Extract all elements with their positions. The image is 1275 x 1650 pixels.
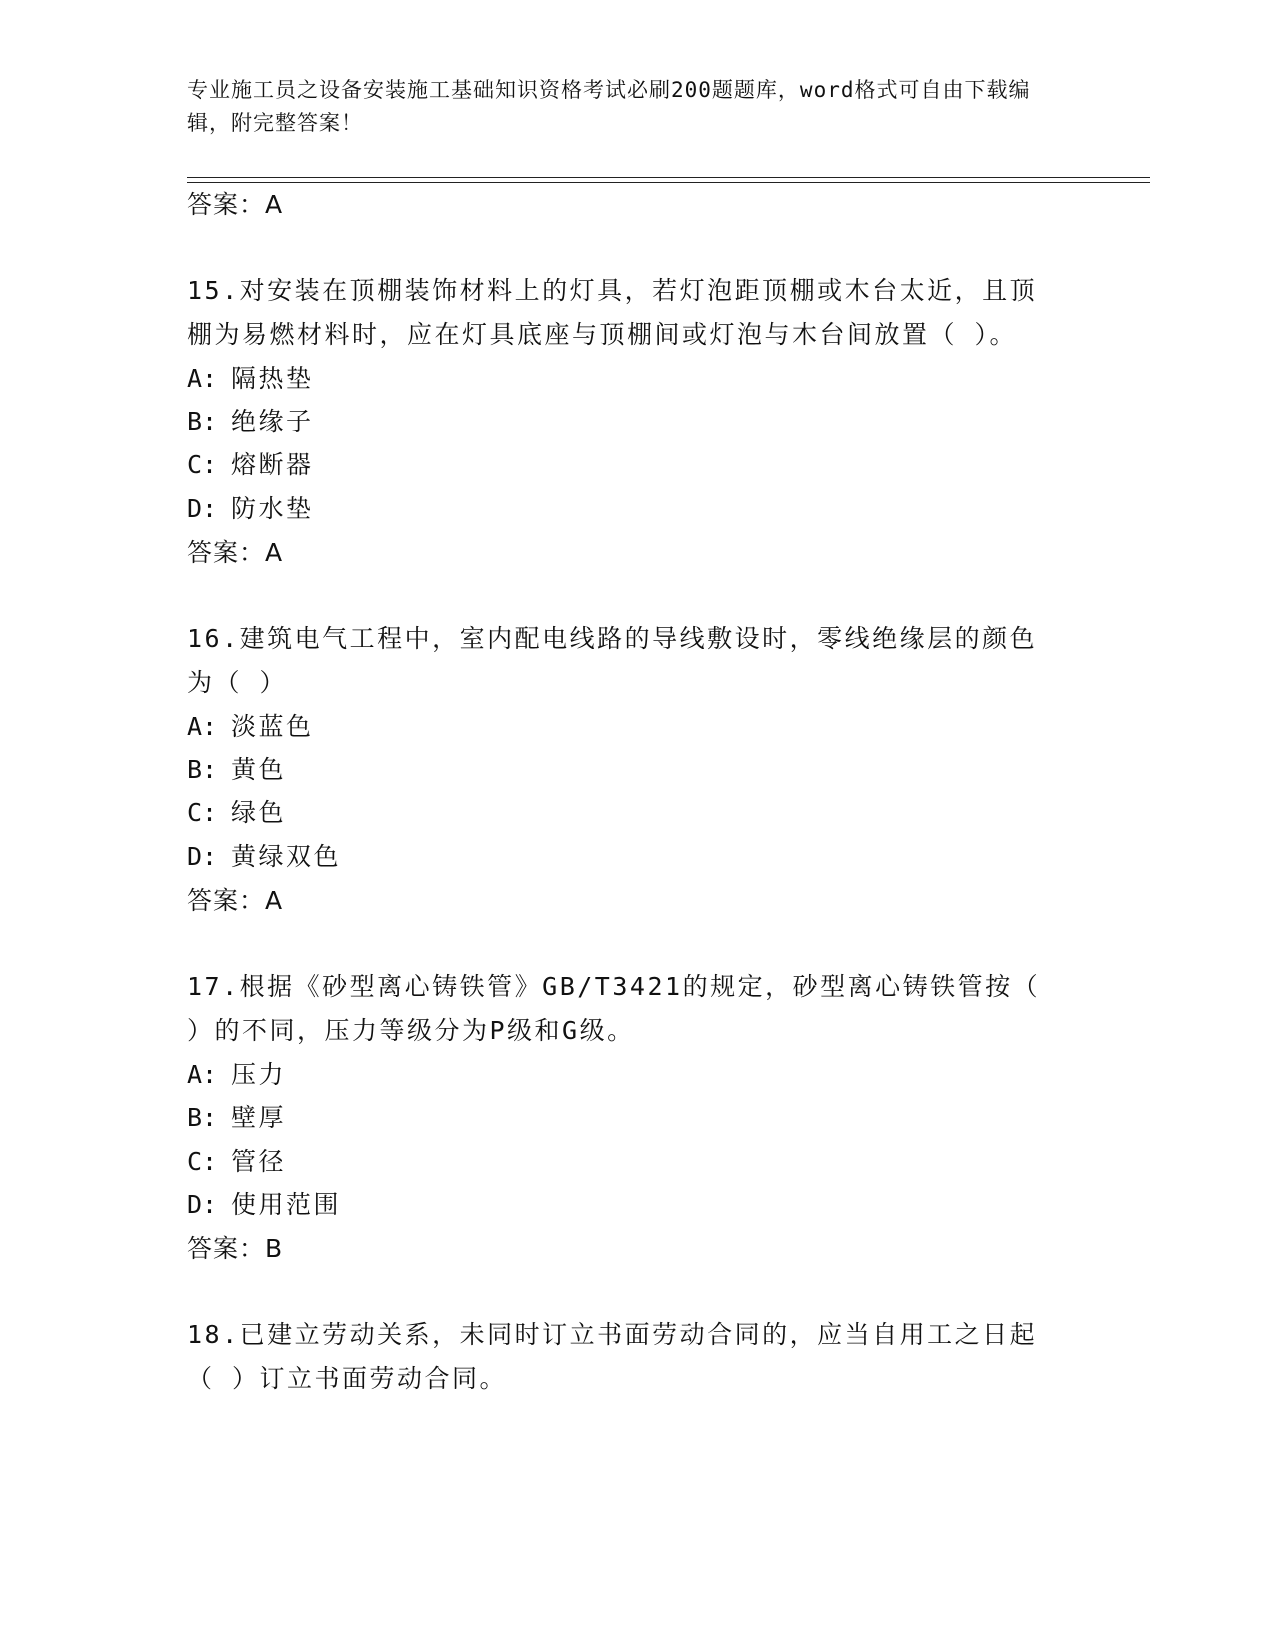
option-16-a [187, 712, 314, 742]
option-17-a [187, 1060, 286, 1090]
option-text: 绿色 [231, 798, 287, 827]
option-15-d [187, 494, 314, 524]
answer-14: 答案：A [187, 190, 284, 219]
question-18-line-1: 18.已建立劳动关系，未同时订立书面劳动合同的，应当自用工之日起 [187, 1320, 1038, 1349]
option-text: 淡蓝色 [231, 712, 314, 741]
question-17-line-1: 17.根据《砂型离心铸铁管》GB/T3421的规定，砂型离心铸铁管按（ [187, 972, 1041, 1001]
answer-17: 答案：B [187, 1234, 284, 1263]
question-15-line-1: 15.对安装在顶棚装饰材料上的灯具，若灯泡距顶棚或木台太近，且顶 [187, 276, 1038, 305]
option-text: 黄色 [231, 755, 287, 784]
option-letter: D: [187, 842, 218, 871]
question-16-line-2: 为（ ） [187, 668, 288, 697]
option-letter: A: [187, 1060, 218, 1089]
question-18-line-2: （ ）订立书面劳动合同。 [187, 1364, 508, 1393]
option-text: 壁厚 [231, 1103, 287, 1132]
option-17-b [187, 1103, 286, 1133]
option-letter: C: [187, 1147, 218, 1176]
option-letter: B: [187, 1103, 218, 1132]
option-letter: D: [187, 494, 218, 523]
answer-16: 答案：A [187, 886, 284, 915]
option-15-b [187, 407, 314, 437]
option-text: 黄绿双色 [231, 842, 342, 871]
option-text: 绝缘子 [231, 407, 314, 436]
option-17-c [187, 1147, 286, 1177]
option-16-b [187, 755, 286, 785]
option-letter: C: [187, 798, 218, 827]
option-15-c [187, 450, 314, 480]
option-15-a [187, 364, 314, 394]
option-text: 管径 [231, 1147, 287, 1176]
option-letter: D: [187, 1190, 218, 1219]
option-16-c [187, 798, 286, 828]
question-15-line-2: 棚为易燃材料时，应在灯具底座与顶棚间或灯泡与木台间放置（ ）。 [187, 320, 1018, 349]
option-text: 使用范围 [231, 1190, 342, 1219]
option-16-d [187, 842, 341, 872]
header-rule-bottom [187, 182, 1150, 183]
option-text: 防水垫 [231, 494, 314, 523]
option-letter: A: [187, 364, 218, 393]
question-16-line-1: 16.建筑电气工程中，室内配电线路的导线敷设时，零线绝缘层的颜色 [187, 624, 1038, 653]
question-17-line-2: ）的不同，压力等级分为P级和G级。 [187, 1016, 635, 1045]
option-text: 压力 [231, 1060, 287, 1089]
option-letter: B: [187, 755, 218, 784]
option-letter: B: [187, 407, 218, 436]
option-letter: C: [187, 450, 218, 479]
option-text: 熔断器 [231, 450, 314, 479]
option-17-d [187, 1190, 341, 1220]
document-header: 专业施工员之设备安装施工基础知识资格考试必刷200题题库，word格式可自由下载编辑，附完整答案！ [187, 78, 1031, 135]
header-rule-top [187, 177, 1150, 178]
option-text: 隔热垫 [231, 364, 314, 393]
option-letter: A: [187, 712, 218, 741]
answer-15: 答案：A [187, 538, 284, 567]
